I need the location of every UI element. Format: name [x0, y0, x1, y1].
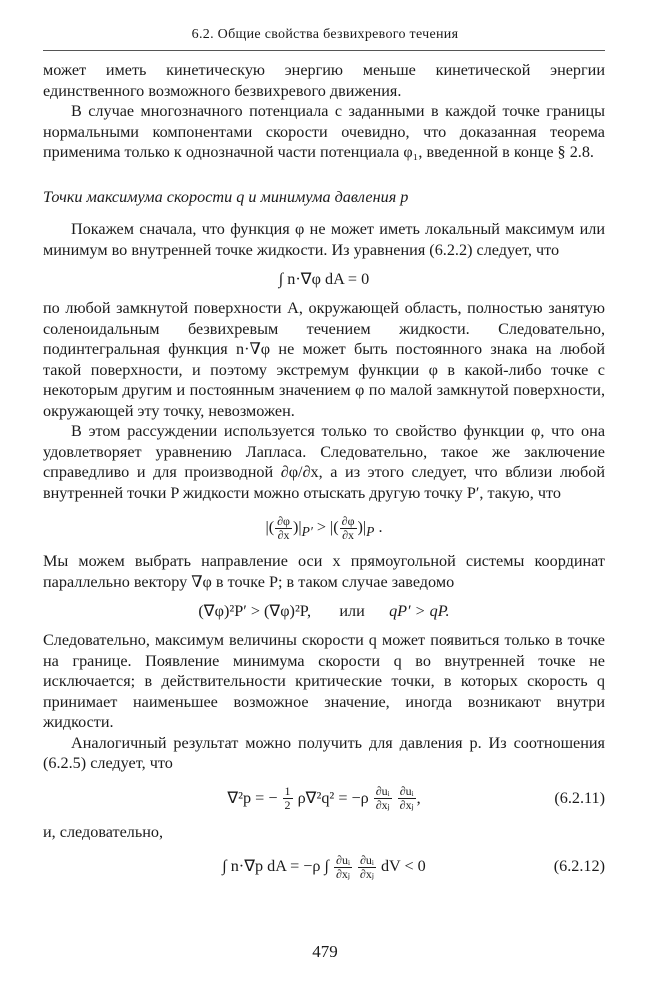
running-header: 6.2. Общие свойства безвихревого течения	[191, 27, 459, 42]
paragraph: Аналогичный результат можно получить для давления p. Из соотношения (6.2.5) следует, что	[43, 733, 605, 772]
equation-number: (6.2.11)	[554, 788, 605, 807]
fraction: $\frac{\partial\varphi}{\partial x}$	[277, 513, 290, 542]
formula-velocity-inequality: (∇φ)²P′ > (∇φ)²P, или qP′ > qP.	[198, 602, 450, 620]
paragraph: и, следовательно,	[43, 822, 164, 841]
formula-surface-integral: ∫ n·∇φ dA = 0	[278, 270, 370, 288]
paragraph: Покажем сначала, что функция φ не может иметь локальный максимум или минимум во внутренней точке жидкости. Из уравнения (6.2.2) следует, что	[43, 220, 605, 259]
paragraph: В этом рассуждении используется только то свойство функции φ, что она удовлетворяет уравнению Лапласа. Следовательно, такое же заключение справедливо и для производной ∂φ/∂x, а из этого следует, что вблизи любой внутренней точки P жидкости можно отыскать другую точку P′, такую, что	[43, 422, 605, 502]
paragraph: Мы можем выбрать направление оси x прямоугольной системы координат параллельно вектору ∇φ в точке P; в таком случае заведомо	[43, 552, 605, 591]
page-number: 479	[312, 942, 338, 961]
fraction: $\frac{\text{∂uᵢ}}{\text{∂xⱼ}}$	[399, 784, 414, 813]
formula-pressure-integral: ∫ n·∇p dA = −ρ ∫ $\frac{\text{∂uᵢ}}{\text{∂xⱼ}}$ $\frac{\text{∂uᵢ}}{\text{∂xⱼ}}$ dV < 0 (6.2.12)	[43, 844, 605, 888]
paragraph: по любой замкнутой поверхности A, окружающей область, полностью занятую соленоидальным безвихревым течением жидкости. Следовательно, подинтегральная функция n·∇φ не может быть постоянного знака на любой такой поверхности, и поэтому экстремум функции φ в какой-либо точке с некоторым другим и постоянным значением φ по малой замкнутой поверхности, окружающей эту точку, невозможен.	[43, 299, 605, 420]
section-subheading: Точки максимума скорости q и минимума давления p	[43, 187, 409, 206]
fraction: $\frac{\text{∂uᵢ}}{\text{∂xⱼ}}$	[359, 852, 374, 881]
paragraph: может иметь кинетическую энергию меньше кинетической энергии единственного возможного безвихревого движения.	[43, 61, 605, 100]
paragraph: Следовательно, максимум величины скорости q может появиться только в точке на границе. Появление минимума скорости q во внутренней точке не исключается; в действительности критические точки, в которых скорость q принимает наименьшее возможное значение, иногда возникают внутри жидкости.	[43, 631, 605, 731]
header-rule	[43, 50, 605, 51]
formula-pressure-laplacian: ∇²p = − $\frac{1}{2}$ ρ∇²q² = −ρ $\frac{\text{∂uᵢ}}{\text{∂xⱼ}}$ $\frac{\text{∂uᵢ}}{\text{∂xⱼ}}$ , (6.2.11)	[43, 776, 605, 820]
fraction: $\frac{\partial\varphi}{\partial x}$	[341, 513, 355, 542]
formula-derivative-inequality: |( $\frac{\partial\varphi}{\partial x}$ )$|_{P'}$ > |( $\frac{\partial\varphi}{\partial x}$ )$|_P$ .	[265, 513, 383, 542]
fraction: $\frac{\text{∂uᵢ}}{\text{∂xⱼ}}$	[375, 784, 390, 813]
fraction: $\frac{\text{∂uᵢ}}{\text{∂xⱼ}}$	[335, 852, 350, 881]
equation-number: (6.2.12)	[553, 857, 605, 875]
paragraph: В случае многозначного потенциала с заданными в каждой точке границы нормальными компонентами скорости очевидно, что доказанная теорема применима только к однозначной части потенциала φ₁, введенной в конце § 2.8.	[43, 102, 605, 161]
fraction: $\frac{1}{2}$	[284, 784, 291, 813]
page-body	[43, 60, 605, 890]
